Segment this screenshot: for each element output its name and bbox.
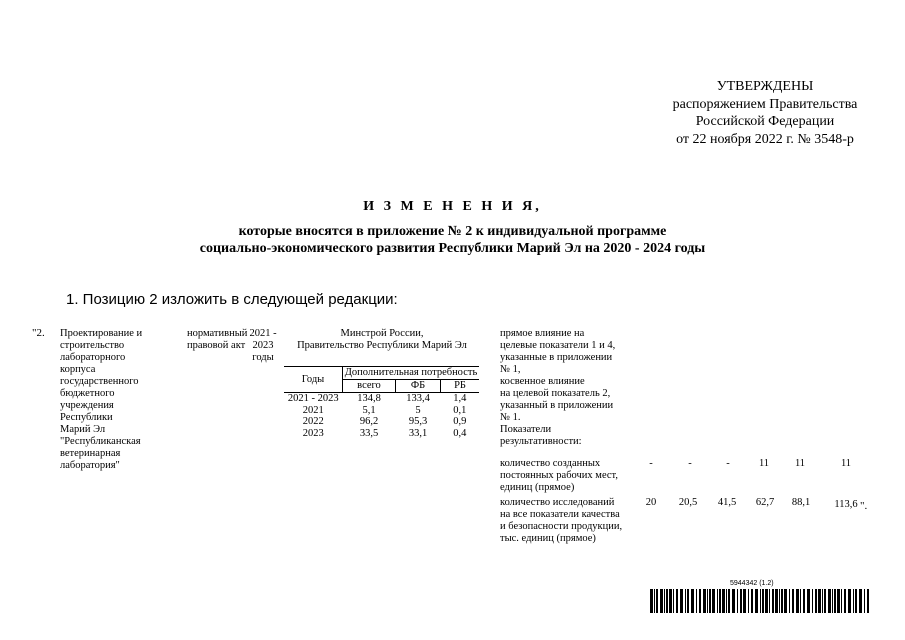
approval-stamp: [600, 78, 905, 148]
col-years-header: Годы: [284, 367, 343, 393]
indicator-jobs-label: количество созданных постоянных рабочих мест, единиц (прямое): [500, 458, 618, 493]
legal-basis: нормативный правовой акт: [187, 328, 248, 351]
document-subtitle: которые вносятся в приложение № 2 к индивидуальной программе: [238, 224, 667, 239]
finance-table: [284, 366, 479, 439]
project-name: Проектирование и строительство лабораторного корпуса государственного бюджетного учреждения Республики Марий Эл "Республиканская ветеринарная лаборатория": [60, 328, 143, 471]
closing-quote: ".: [860, 500, 868, 512]
barcode-icon: [650, 589, 872, 613]
item-instruction: 1. Позицию 2 изложить в следующей редакции:: [66, 291, 398, 308]
table-row: 2021 5,1 5 0,1: [302, 404, 467, 416]
approval-line: от 22 ноября 2022 г. № 3548-р: [676, 131, 854, 147]
approval-line: распоряжением Правительства: [672, 96, 858, 112]
implementation-years: 2021 - 2023 годы: [249, 328, 277, 363]
approval-line: Российской Федерации: [695, 114, 835, 129]
col-need-header: Дополнительная потребность: [343, 367, 480, 380]
responsible-parties: Минстрой России, Правительство Республики Марий Эл: [297, 328, 467, 351]
effect-description: прямое влияние на целевые показатели 1 и 4, указанные в приложении № 1, косвенное влияние на целевой показатель 2, указанный в приложении № 1. Показатели результативности:: [500, 328, 616, 447]
col-rb-header: РБ: [441, 380, 480, 393]
row-number: "2.: [32, 327, 45, 339]
document-heading: И З М Е Н Е Н И Я,: [363, 199, 542, 214]
barcode-number: 5944342 (1.2): [730, 580, 774, 587]
table-row: 2021 - 2023 134,8 133,4 1,4: [287, 393, 467, 404]
col-fb-header: ФБ: [396, 380, 441, 393]
indicator-tests-label: количество исследований на все показатели качества и безопасности продукции, тыс. единиц (прямое): [500, 497, 623, 544]
col-total-header: всего: [343, 380, 396, 393]
table-row: 2023 33,5 33,1 0,4: [302, 427, 467, 439]
document-subtitle: социально-экономического развития Республики Марий Эл на 2020 - 2024 годы: [199, 241, 706, 256]
table-row: 2022 96,2 95,3 0,9: [302, 416, 467, 427]
approval-line: УТВЕРЖДЕНЫ: [716, 79, 814, 94]
